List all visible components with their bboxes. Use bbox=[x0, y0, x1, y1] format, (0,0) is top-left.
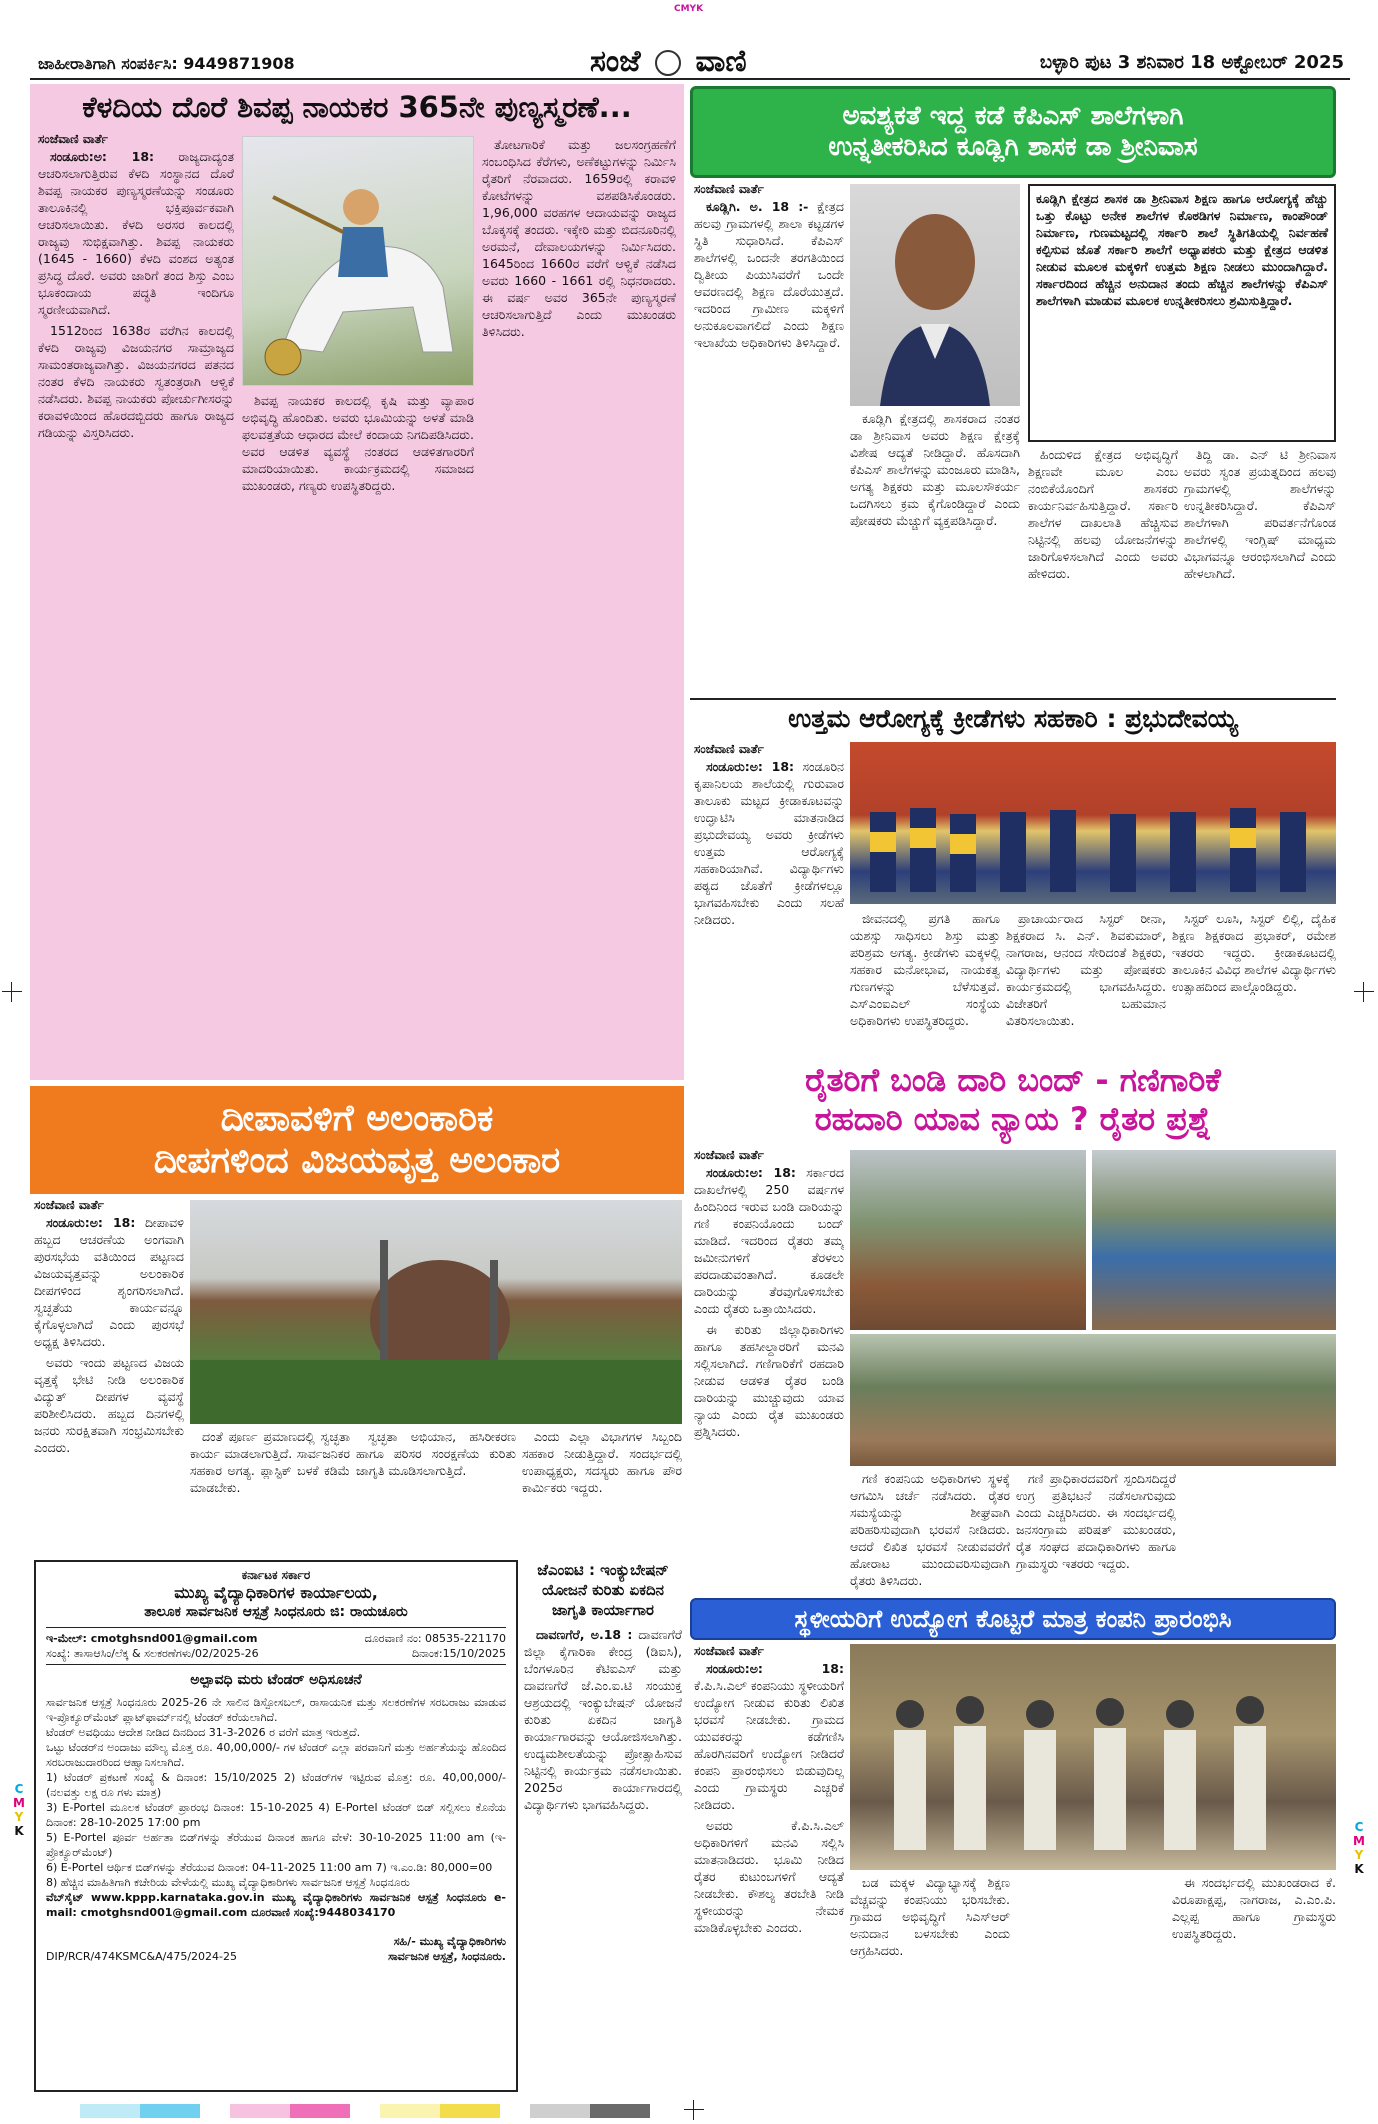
farmers-headline-banner bbox=[690, 1056, 1336, 1144]
tender-item-3: 5) E-Portel ಪೂರ್ವ ಅರ್ಹತಾ ಬಿಡ್‌ಗಳನ್ನು ತೆರೆಯುವ ದಿನಾಂಕ ಹಾಗೂ ವೇಳೆ: 30-10-2025 11:00 am (ಇ-ಪ್ರೊಕ್ಯೂರ್‌ಮೆಂಟ್) bbox=[46, 1831, 506, 1859]
tender-ref-row bbox=[46, 1646, 506, 1665]
edition-info: ಬಳ್ಳಾರಿ ಪುಟ 3 ಶನಿವಾರ 18 ಅಕ್ಟೋಬರ್ 2025 bbox=[1039, 52, 1344, 73]
registration-mark-bottom bbox=[684, 2100, 704, 2120]
sports-body-2: ಜೀವನದಲ್ಲಿ ಪ್ರಗತಿ ಹಾಗೂ ಯಶಸ್ಸು ಸಾಧಿಸಲು ಶಿಸ್ತು ಮತ್ತು ಪರಿಶ್ರಮ ಅಗತ್ಯ. ಕ್ರೀಡೆಗಳು ಮಕ್ಕಳಲ್ಲಿ ಸಹಕಾರ ಮನೋಭಾವ, ನಾಯಕತ್ವ ಗುಣಗಳನ್ನು ಬೆಳೆಸುತ್ತವೆ. ಎಸ್‌ಎಂಐಎಲ್ ಸಂಸ್ಥೆಯ ಅಧಿಕಾರಿಗಳು ಉಪಸ್ಥಿತರಿದ್ದರು. bbox=[850, 911, 1000, 1028]
jobs-column-1 bbox=[694, 1660, 844, 2096]
farmers-headline-line-2: ರಹದಾರಿ ಯಾವ ನ್ಯಾಯ ? ರೈತರ ಪ್ರಶ್ನೆ bbox=[814, 1100, 1212, 1138]
keladi-headline: ಕೆಳದಿಯ ದೊರೆ ಶಿವಪ್ಪ ನಾಯಕರ 365ನೇ ಪುಣ್ಯಸ್ಮರಣೆ... bbox=[82, 89, 632, 124]
kps-column-4 bbox=[1184, 446, 1336, 692]
incubation-headline: ಜೆಎಂಐಟಿ : ಇಂಕ್ಯುಬೇಷನ್ ಯೋಜನೆ ಕುರಿತು ಏಕದಿನ ಜಾಗೃತಿ ಕಾರ್ಯಾಗಾರ bbox=[537, 1561, 669, 1619]
sports-event-photo bbox=[850, 742, 1336, 904]
keladi-byline: ಸಂಜೆವಾಣಿ ವಾರ್ತೆ bbox=[38, 132, 108, 146]
vijaya-circle-photo bbox=[190, 1200, 682, 1424]
farmers-column-2 bbox=[850, 1470, 1010, 1592]
cmyk-left-k: K bbox=[14, 1824, 24, 1838]
deepavali-body-2: ಅವರು ಇಂದು ಪಟ್ಟಣದ ವಿಜಯ ವೃತ್ತಕ್ಕೆ ಭೇಟಿ ನೀಡಿ ಅಲಂಕಾರಿಕ ವಿದ್ಯುತ್ ದೀಪಗಳ ವ್ಯವಸ್ಥೆ ಪರಿಶೀಲಿಸಿದರು. ಹಬ್ಬದ ದಿನಗಳಲ್ಲಿ ಜನರು ಸುರಕ್ಷಿತವಾಗಿ ಸಂಭ್ರಮಿಸಬೇಕು ಎಂದರು. bbox=[34, 1355, 184, 1455]
deepavali-column-3 bbox=[356, 1428, 516, 1554]
sports-dateline: ಸಂಡೂರು:ಅ: 18: bbox=[706, 759, 795, 774]
registration-mark-right bbox=[1354, 982, 1374, 1002]
incubation-body: ದಾವಣಗೆರೆ ಜಿಲ್ಲಾ ಕೈಗಾರಿಕಾ ಕೇಂದ್ರ (ಡಿಐಸಿ), ಬೆಂಗಳೂರಿನ ಕೆಟಿಐಎಸ್ ಮತ್ತು ದಾವಣಗೆರೆ ಜೆ.ಎಂ.ಐ.ಟಿ ಸಂಯುಕ್ತ ಆಶ್ರಯದಲ್ಲಿ ಇಂಕ್ಯುಬೇಷನ್ ಯೋಜನೆ ಕುರಿತು ಏಕದಿನ ಜಾಗೃತಿ ಕಾರ್ಯಾಗಾರವನ್ನು ಆಯೋಜಿಸಲಾಗಿತ್ತು. ಉದ್ಯಮಶೀಲತೆಯನ್ನು ಪ್ರೋತ್ಸಾಹಿಸುವ ನಿಟ್ಟಿನಲ್ಲಿ ಕಾರ್ಯಕ್ರಮ ನಡೆಸಲಾಯಿತು. 2025ರ ಕಾರ್ಯಾಗಾರದಲ್ಲಿ ವಿದ್ಯಾರ್ಥಿಗಳು ಭಾಗವಹಿಸಿದ್ದರು. bbox=[524, 1627, 682, 1812]
deepavali-headline-banner bbox=[30, 1086, 684, 1194]
kps-body-1: ಕ್ಷೇತ್ರದ ಹಲವು ಗ್ರಾಮಗಳಲ್ಲಿ ಶಾಲಾ ಕಟ್ಟಡಗಳ ಸ್ಥಿತಿ ಸುಧಾರಿಸಿದೆ. ಕೆಪಿಎಸ್ ಶಾಲೆಗಳಲ್ಲಿ ಒಂದನೇ ತರಗತಿಯಿಂದ ದ್ವಿತೀಯ ಪಿಯುಸಿವರೆಗೆ ಒಂದೇ ಆವರಣದಲ್ಲಿ ಶಿಕ್ಷಣ ದೊರೆಯುತ್ತದೆ. ಇದರಿಂದ ಗ್ರಾಮೀಣ ಮಕ್ಕಳಿಗೆ ಅನುಕೂಲವಾಗಲಿದೆ ಎಂದು ಶಿಕ್ಷಣ ಇಲಾಖೆಯ ಅಧಿಕಾರಿಗಳು ತಿಳಿಸಿದ್ದಾರೆ. bbox=[694, 199, 844, 350]
jobs-body-3: ಬಡ ಮಕ್ಕಳ ವಿದ್ಯಾಭ್ಯಾಸಕ್ಕೆ ಶಿಕ್ಷಣ ವೆಚ್ಚವನ್ನು ಕಂಪನಿಯು ಭರಿಸಬೇಕು. ಗ್ರಾಮದ ಅಭಿವೃದ್ಧಿಗೆ ಸಿಎಸ್‌ಆರ್ ಅನುದಾನ ಬಳಸಬೇಕು ಎಂದು ಆಗ್ರಹಿಸಿದರು. bbox=[850, 1875, 1010, 1958]
deepavali-column-4 bbox=[522, 1428, 682, 1554]
cmyk-top-mark: CMYK bbox=[674, 4, 704, 14]
sports-column-2 bbox=[850, 910, 1000, 1054]
deepavali-body-4: ಸ್ವಚ್ಛತಾ ಅಭಿಯಾನ, ಹಸಿರೀಕರಣ ಹಾಗೂ ಪರಿಸರ ಸಂರಕ್ಷಣೆಯ ಕುರಿತು ಜಾಗೃತಿ ಮೂಡಿಸಲಾಗುತ್ತಿದೆ. bbox=[356, 1429, 516, 1478]
sports-byline: ಸಂಜೆವಾಣಿ ವಾರ್ತೆ bbox=[694, 742, 764, 756]
registration-mark-left bbox=[2, 982, 22, 1002]
farmers-headline-line-1: ರೈತರಿಗೆ ಬಂಡಿ ದಾರಿ ಬಂದ್ - ಗಣಿಗಾರಿಕೆ bbox=[805, 1061, 1221, 1099]
deepavali-column-2 bbox=[190, 1428, 350, 1554]
tender-notice bbox=[34, 1560, 518, 2092]
farmers-gate-photo bbox=[1092, 1150, 1336, 1330]
swatch-magenta-2 bbox=[290, 2104, 350, 2118]
deepavali-headline-line-2: ದೀಪಗಳಿಂದ ವಿಜಯವೃತ್ತ ಅಲಂಕಾರ bbox=[153, 1140, 561, 1181]
sports-body-3: ಪ್ರಾಚಾರ್ಯರಾದ ಸಿಸ್ಟರ್ ರೀನಾ, ಶಿಕ್ಷಕರಾದ ಸಿ. ಎನ್. ಶಿವಕುಮಾರ್, ನಾಗರಾಜ, ಆನಂದ ಸೇರಿದಂತೆ ಶಿಕ್ಷಕರು, ವಿದ್ಯಾರ್ಥಿಗಳು ಮತ್ತು ಪೋಷಕರು ಕಾರ್ಯಕ್ರಮದಲ್ಲಿ ಭಾಗವಹಿಸಿದ್ದರು. ವಿಜೇತರಿಗೆ ಬಹುಮಾನ ವಿತರಿಸಲಾಯಿತು. bbox=[1006, 911, 1166, 1028]
deepavali-body-3: ದಂತೆ ಪೂರ್ಣ ಪ್ರಮಾಣದಲ್ಲಿ ಸ್ವಚ್ಛತಾ ಕಾರ್ಯ ಮಾಡಲಾಗುತ್ತಿದೆ. ಸಾರ್ವಜನಿಕರ ಸಹಕಾರ ಅಗತ್ಯ. ಪ್ಲಾಸ್ಟಿಕ್ ಬಳಕೆ ಕಡಿಮೆ ಮಾಡಬೇಕು. bbox=[190, 1429, 350, 1495]
jobs-column-4 bbox=[1172, 1874, 1336, 2096]
kps-column-3 bbox=[1028, 446, 1178, 692]
farmers-column-1 bbox=[694, 1164, 844, 1532]
farmers-dateline: ಸಂಡೂರು:ಅ: 18: bbox=[706, 1165, 796, 1180]
keladi-dateline: ಸಂಡೂರು:ಅ: 18: bbox=[50, 149, 155, 164]
ad-contact: ಜಾಹೀರಾತಿಗಾಗಿ ಸಂಪರ್ಕಿಸಿ: 9449871908 bbox=[38, 54, 295, 73]
incubation-column bbox=[524, 1626, 682, 2046]
cmyk-right-k: K bbox=[1354, 1862, 1364, 1876]
tender-para-2: ಟೆಂಡರ್ ಅವಧಿಯು ಆದೇಶ ನೀಡಿದ ದಿನದಿಂದ 31-3-2026 ರ ವರೆಗೆ ಮಾತ್ರ ಇರುತ್ತದೆ. bbox=[46, 1726, 361, 1739]
tender-sign-2: ಸಾರ್ವಜನಿಕ ಆಸ್ಪತ್ರೆ, ಸಿಂಧನೂರು. bbox=[388, 1950, 506, 1963]
sports-column-3 bbox=[1006, 910, 1166, 1054]
logo-emblem-icon bbox=[655, 50, 681, 76]
kps-highlight-box bbox=[1028, 184, 1336, 442]
farmers-body-3: ಗಣಿ ಕಂಪನಿಯ ಅಧಿಕಾರಿಗಳು ಸ್ಥಳಕ್ಕೆ ಆಗಮಿಸಿ ಚರ್ಚೆ ನಡೆಸಿದರು. ರೈತರ ಸಮಸ್ಯೆಯನ್ನು ಶೀಘ್ರವಾಗಿ ಪರಿಹರಿಸುವುದಾಗಿ ಭರವಸೆ ನೀಡಿದರು. ಆದರೆ ಲಿಖಿತ ಭರವಸೆ ನೀಡುವವರೆಗೆ ಹೋರಾಟ ಮುಂದುವರಿಸುವುದಾಗಿ ರೈತರು ತಿಳಿಸಿದರು. bbox=[850, 1471, 1010, 1588]
deepavali-body-5: ಎಂದು ಎಲ್ಲಾ ವಿಭಾಗಗಳ ಸಿಬ್ಬಂದಿ ಸಹಕಾರ ನೀಡುತ್ತಿದ್ದಾರೆ. ಸಂದರ್ಭದಲ್ಲಿ ಉಪಾಧ್ಯಕ್ಷರು, ಸದಸ್ಯರು ಹಾಗೂ ಪೌರ ಕಾರ್ಮಿಕರು ಇದ್ದರು. bbox=[522, 1429, 682, 1495]
tender-item-4: 6) E-Portel ಆರ್ಥಿಕ ಬಿಡ್‌ಗಳನ್ನು ತೆರೆಯುವ ದಿನಾಂಕ: 04-11-2025 11:00 am 7) ಇ.ಎಂ.ಡಿ: 80,000=00 bbox=[46, 1861, 493, 1874]
sports-column-1 bbox=[694, 758, 844, 1054]
swatch-cyan-2 bbox=[140, 2104, 200, 2118]
kps-byline: ಸಂಜೆವಾಣಿ ವಾರ್ತೆ bbox=[694, 182, 764, 196]
tender-item-2: 3) E-Portel ಮೂಲಕ ಟೆಂಡರ್ ಪ್ರಾರಂಭ ದಿನಾಂಕ: 15-10-2025 4) E-Portel ಟೆಂಡರ್ ಬಿಡ್ ಸಲ್ಲಿಸಲು ಕೊನೆಯ ದಿನಾಂಕ: 28-10-2025 17:00 pm bbox=[46, 1801, 506, 1829]
tender-website: ವೆಬ್‌ಸೈಟ್ www.kppp.karnataka.gov.in ಮುಖ್ಯ ವೈದ್ಯಾಧಿಕಾರಿಗಳು ಸಾರ್ವಜನಿಕ ಆಸ್ಪತ್ರೆ ಸಿಂಧನೂರು e-mail: cmotghsnd001@gmail.com ದೂರವಾಣಿ ಸಂಖ್ಯೆ:9448034170 bbox=[46, 1891, 506, 1919]
keladi-column-1 bbox=[38, 148, 234, 1078]
tender-office-1: ಮುಖ್ಯ ವೈದ್ಯಾಧಿಕಾರಿಗಳ ಕಾರ್ಯಾಲಯ, bbox=[174, 1583, 378, 1602]
farmers-body-2: ಈ ಕುರಿತು ಜಿಲ್ಲಾಧಿಕಾರಿಗಳು ಹಾಗೂ ತಹಸೀಲ್ದಾರರಿಗೆ ಮನವಿ ಸಲ್ಲಿಸಲಾಗಿದೆ. ಗಣಿಗಾರಿಕೆಗೆ ರಹದಾರಿ ನೀಡುವ ಆಡಳಿತ ರೈತರ ಬಂಡಿ ದಾರಿಯನ್ನು ಮುಚ್ಚುವುದು ಯಾವ ನ್ಯಾಯ ಎಂದು ರೈತ ಮುಖಂಡರು ಪ್ರಶ್ನಿಸಿದರು. bbox=[694, 1322, 844, 1439]
tender-contact-row bbox=[46, 1627, 506, 1646]
shivappa-nayaka-illustration bbox=[242, 136, 474, 386]
jobs-byline: ಸಂಜೆವಾಣಿ ವಾರ್ತೆ bbox=[694, 1644, 764, 1658]
tender-signature bbox=[388, 1934, 506, 1964]
cmyk-left-m: M bbox=[13, 1796, 25, 1810]
jobs-body-1: ಕೆ.ಪಿ.ಸಿ.ಎಲ್ ಕಂಪನಿಯು ಸ್ಥಳೀಯರಿಗೆ ಉದ್ಯೋಗ ನೀಡುವ ಕುರಿತು ಲಿಖಿತ ಭರವಸೆ ನೀಡಬೇಕು. ಗ್ರಾಮದ ಯುವಕರನ್ನು ಕಡೆಗಣಿಸಿ ಹೊರಗಿನವರಿಗೆ ಉದ್ಯೋಗ ನೀಡಿದರೆ ಕಂಪನಿ ಪ್ರಾರಂಭಿಸಲು ಬಿಡುವುದಿಲ್ಲ ಎಂದು ಗ್ರಾಮಸ್ಥರು ಎಚ್ಚರಿಕೆ ನೀಡಿದರು. bbox=[694, 1678, 844, 1812]
sports-body-4: ಸಿಸ್ಟರ್ ಲೂಸಿ, ಸಿಸ್ಟರ್ ಲಿಲ್ಲಿ, ದೈಹಿಕ ಶಿಕ್ಷಣ ಶಿಕ್ಷಕರಾದ ಪ್ರಭಾಕರ್, ರಮೇಶ ಇತರರು ಇದ್ದರು. ಕ್ರೀಡಾಕೂಟದಲ್ಲಿ ತಾಲೂಕಿನ ವಿವಿಧ ಶಾಲೆಗಳ ವಿದ್ಯಾರ್ಥಿಗಳು ಉತ್ಸಾಹದಿಂದ ಪಾಲ್ಗೊಂಡಿದ್ದರು. bbox=[1172, 911, 1336, 994]
deepavali-body-1: ದೀಪಾವಳಿ ಹಬ್ಬದ ಆಚರಣೆಯ ಅಂಗವಾಗಿ ಪುರಸಭೆಯ ವತಿಯಿಂದ ಪಟ್ಟಣದ ವಿಜಯವೃತ್ತವನ್ನು ಅಲಂಕಾರಿಕ ದೀಪಗಳಿಂದ ಶೃಂಗರಿಸಲಾಗಿದೆ. ಸ್ವಚ್ಛತೆಯ ಕಾರ್ಯವನ್ನೂ ಕೈಗೊಳ್ಳಲಾಗಿದೆ ಎಂದು ಪುರಸಭೆ ಅಧ್ಯಕ್ಷ ತಿಳಿಸಿದರು. bbox=[34, 1215, 184, 1349]
tender-item-5: 8) ಹೆಚ್ಚಿನ ಮಾಹಿತಿಗಾಗಿ ಕಚೇರಿಯ ವೇಳೆಯಲ್ಲಿ ಮುಖ್ಯ ವೈದ್ಯಾಧಿಕಾರಿಗಳು ಸಾರ್ವಜನಿಕ ಆಸ್ಪತ್ರೆ ಸಿಂಧನೂರು bbox=[46, 1876, 410, 1889]
article-keladi bbox=[30, 84, 684, 1080]
farmers-crowd-photo bbox=[850, 1334, 1336, 1466]
tender-office-2: ತಾಲೂಕ ಸಾರ್ವಜನಿಕ ಆಸ್ಪತ್ರೆ ಸಿಂಧನೂರು ಜಿ: ರಾಯಚೂರು bbox=[144, 1604, 408, 1620]
farmers-body-1: ಸರ್ಕಾರದ ದಾಖಲೆಗಳಲ್ಲಿ 250 ವರ್ಷಗಳ ಹಿಂದಿನಿಂದ ಇರುವ ಬಂಡಿ ದಾರಿಯನ್ನು ಗಣಿ ಕಂಪನಿಯೊಂದು ಬಂದ್ ಮಾಡಿದೆ. ಇದರಿಂದ ರೈತರು ತಮ್ಮ ಜಮೀನುಗಳಿಗೆ ತೆರಳಲು ಪರದಾಡುವಂತಾಗಿದೆ. ಕೂಡಲೇ ದಾರಿಯನ್ನು ತೆರವುಗೊಳಿಸಬೇಕು ಎಂದು ರೈತರು ಒತ್ತಾಯಿಸಿದರು. bbox=[694, 1165, 844, 1316]
tender-para-1: ಸಾರ್ವಜನಿಕ ಆಸ್ಪತ್ರೆ ಸಿಂಧನೂರು 2025-26 ನೇ ಸಾಲಿನ ಡಿಸ್ಪೋಸಬಲ್, ರಾಸಾಯನಿಕ ಮತ್ತು ಸಲಕರಣೆಗಳ ಸರಬರಾಜು ಮಾಡುವ ಇ-ಪ್ರೊಕ್ಯೂರ್‌ಮೆಂಟ್ ಪ್ಲಾಟ್‌ಫಾರ್ಮ್‌ನಲ್ಲಿ ಟೆಂಡರ್ ಕರೆಯಲಾಗಿದೆ. bbox=[46, 1696, 506, 1724]
swatch-black-1 bbox=[530, 2104, 590, 2118]
cmyk-left-strip bbox=[12, 1782, 26, 1838]
article-incubation bbox=[524, 1560, 682, 2092]
jobs-dateline: ಸಂಡೂರು:ಅ: 18: bbox=[706, 1661, 844, 1676]
tender-ref-date: ದಿನಾಂಕ:15/10/2025 bbox=[411, 1647, 506, 1660]
swatch-magenta-1 bbox=[230, 2104, 290, 2118]
jobs-headline-banner: ಸ್ಥಳೀಯರಿಗೆ ಉದ್ಯೋಗ ಕೊಟ್ಟರೆ ಮಾತ್ರ ಕಂಪನಿ ಪ್ರಾರಂಭಿಸಿ bbox=[690, 1598, 1336, 1640]
jobs-body-4: ಈ ಸಂದರ್ಭದಲ್ಲಿ ಮುಖಂಡರಾದ ಕೆ. ವಿರೂಪಾಕ್ಷಪ್ಪ, ನಾಗರಾಜ, ಎ.ಎಂ.ಪಿ. ಎಲ್ಲಪ್ಪ ಹಾಗೂ ಗ್ರಾಮಸ್ಥರು ಉಪಸ್ಥಿತರಿದ್ದರು. bbox=[1172, 1875, 1336, 1941]
cmyk-right-y: Y bbox=[1354, 1848, 1364, 1862]
kps-headline-line-2: ಉನ್ನತೀಕರಿಸಿದ ಕೂಡ್ಲಿಗಿ ಶಾಸಕ ಡಾ ಶ್ರೀನಿವಾಸ bbox=[828, 132, 1198, 162]
deepavali-headline-line-1: ದೀಪಾವಳಿಗೆ ಅಲಂಕಾರಿಕ bbox=[220, 1098, 494, 1139]
keladi-body-2: 1512ರಿಂದ 1638ರ ವರೆಗಿನ ಕಾಲದಲ್ಲಿ ಕೆಳದಿ ರಾಜ್ಯವು ವಿಜಯನಗರ ಸಾಮ್ರಾಜ್ಯದ ಸಾಮಂತರಾಜ್ಯವಾಗಿತ್ತು. ವಿಜಯನಗರದ ಪತನದ ನಂತರ ಕೆಳದಿ ನಾಯಕರು ಸ್ವತಂತ್ರರಾಗಿ ಆಳ್ವಿಕೆ ನಡೆಸಿದರು. ಶಿವಪ್ಪ ನಾಯಕರು ಪೋರ್ಚುಗೀಸರನ್ನು ಕರಾವಳಿಯಿಂದ ಹೊರದಬ್ಬಿದರು ಹಾಗೂ ರಾಜ್ಯದ ಗಡಿಯನ್ನು ವಿಸ್ತರಿಸಿದರು. bbox=[38, 323, 234, 440]
jobs-column-2 bbox=[850, 1874, 1010, 2096]
kps-dateline: ಕೂಡ್ಲಿಗಿ. ಅ. 18 :- bbox=[706, 199, 809, 214]
cmyk-left-c: C bbox=[14, 1782, 24, 1796]
farmers-body-4: ಗಣಿ ಪ್ರಾಧಿಕಾರದವರಿಗೆ ಸ್ಪಂದಿಸದಿದ್ದರೆ ಉಗ್ರ ಪ್ರತಿಭಟನೆ ನಡೆಸಲಾಗುವುದು ಎಂದು ಎಚ್ಚರಿಸಿದರು. ಈ ಸಂದರ್ಭದಲ್ಲಿ ಜನಸಂಗ್ರಾಮ ಪರಿಷತ್ ಮುಖಂಡರು, ರೈತ ಸಂಘದ ಪದಾಧಿಕಾರಿಗಳು ಹಾಗೂ ಗ್ರಾಮಸ್ಥರು ಇತರರು ಇದ್ದರು. bbox=[1016, 1471, 1176, 1571]
logo-right-word: ವಾಣಿ bbox=[695, 44, 747, 79]
kps-body-4: ತಿದ್ದಿ ಡಾ. ಎನ್ ಟಿ ಶ್ರೀನಿವಾಸ ಅವರು ಸ್ವಂತ ಪ್ರಯತ್ನದಿಂದ ಹಲವು ಗ್ರಾಮಗಳಲ್ಲಿ ಶಾಲೆಗಳನ್ನು ಉನ್ನತೀಕರಿಸಿದ್ದಾರೆ. ಕೆಪಿಎಸ್ ಶಾಲೆಗಳಾಗಿ ಪರಿವರ್ತನೆಗೊಂಡ ಶಾಲೆಗಳಲ್ಲಿ ಇಂಗ್ಲಿಷ್ ಮಾಧ್ಯಮ ವಿಭಾಗವನ್ನೂ ಆರಂಭಿಸಲಾಗಿದೆ ಎಂದು ಹೇಳಲಾಗಿದೆ. bbox=[1184, 447, 1336, 581]
tender-dip-no: DIP/RCR/474KSMC&A/475/2024-25 bbox=[46, 1950, 238, 1963]
swatch-yellow-2 bbox=[440, 2104, 500, 2118]
kps-headline-line-1: ಅವಶ್ಯಕತೆ ಇದ್ದ ಕಡೆ ಕೆಪಿಎಸ್ ಶಾಲೆಗಳಾಗಿ bbox=[842, 101, 1184, 131]
keladi-column-3 bbox=[482, 136, 676, 1078]
kps-body-3: ಹಿಂದುಳಿದ ಕ್ಷೇತ್ರದ ಅಭಿವೃದ್ಧಿಗೆ ಶಿಕ್ಷಣವೇ ಮೂಲ ಎಂಬ ನಂಬಿಕೆಯೊಂದಿಗೆ ಶಾಸಕರು ಕಾರ್ಯನಿರ್ವಹಿಸುತ್ತಿದ್ದಾರೆ. ಸರ್ಕಾರಿ ಶಾಲೆಗಳ ದಾಖಲಾತಿ ಹೆಚ್ಚಿಸುವ ನಿಟ್ಟಿನಲ್ಲಿ ಹಲವು ಯೋಜನೆಗಳನ್ನು ಜಾರಿಗೊಳಿಸಲಾಗಿದೆ ಎಂದು ಅವರು ಹೇಳಿದರು. bbox=[1028, 447, 1178, 581]
tender-notice-title: ಅಲ್ಪಾವಧಿ ಮರು ಟೆಂಡರ್ ಅಧಿಸೂಚನೆ bbox=[190, 1672, 362, 1688]
tender-item-1: 1) ಟೆಂಡರ್ ಪ್ರಕಟಣೆ ಸಂಖ್ಯೆ & ದಿನಾಂಕ: 15/10/2025 2) ಟೆಂಡರ್‌ಗಳ ಇಟ್ಟಿರುವ ಮೊತ್ತ: ರೂ. 40,00,000/- (ನಲವತ್ತು ಲಕ್ಷ ರೂ ಗಳು ಮಾತ್ರ) bbox=[46, 1771, 506, 1799]
cmyk-left-y: Y bbox=[14, 1810, 24, 1824]
masthead-bar bbox=[30, 44, 1350, 80]
cmyk-right-m: M bbox=[1353, 1834, 1365, 1848]
deepavali-byline: ಸಂಜೆವಾಣಿ ವಾರ್ತೆ bbox=[34, 1198, 104, 1212]
keladi-body-4: ತೋಟಗಾರಿಕೆ ಮತ್ತು ಜಲಸಂಗ್ರಹಣೆಗೆ ಸಂಬಂಧಿಸಿದ ಕೆರೆಗಳು, ಅಣೆಕಟ್ಟುಗಳನ್ನು ನಿರ್ಮಿಸಿ ರೈತರಿಗೆ ನೆರವಾದರು. 1659ರಲ್ಲಿ ಕರಾವಳಿ ಕೋಟೆಗಳನ್ನು ವಶಪಡಿಸಿಕೊಂಡರು. 1,96,000 ವರಹಗಳ ಆದಾಯವನ್ನು ರಾಜ್ಯದ ಬೊಕ್ಕಸಕ್ಕೆ ತಂದರು. ಇಕ್ಕೇರಿ ಮತ್ತು ಬಿದನೂರಿನಲ್ಲಿ ಅರಮನೆ, ದೇವಾಲಯಗಳನ್ನು ನಿರ್ಮಿಸಿದರು. 1645ರಿಂದ 1660ರ ವರೆಗೆ ಆಳ್ವಿಕೆ ನಡೆಸಿದ ಅವರು 1660 - 1661 ರಲ್ಲಿ ನಿಧನರಾದರು. ಈ ವರ್ಷ ಅವರ 365ನೇ ಪುಣ್ಯಸ್ಮರಣೆ ಆಚರಿಸಲಾಗುತ್ತಿದೆ ಎಂದು ಮುಖಂಡರು ತಿಳಿಸಿದರು. bbox=[482, 137, 676, 339]
mla-portrait-photo bbox=[850, 184, 1020, 406]
farmers-byline: ಸಂಜೆವಾಣಿ ವಾರ್ತೆ bbox=[694, 1148, 764, 1162]
jobs-column-3 bbox=[1016, 1874, 1166, 2096]
sports-column-4 bbox=[1172, 910, 1336, 1054]
swatch-black-2 bbox=[590, 2104, 650, 2118]
tender-ref-no: ಸಂಖ್ಯೆ: ತಾಸಾಆಸಿಂ/ಲೆಕ್ಕ & ಸಲಕರಣೆಗಳು/02/2025-26 bbox=[46, 1647, 259, 1660]
keladi-body-1: ರಾಜ್ಯದಾದ್ಯಂತ ಆಚರಿಸಲಾಗುತ್ತಿರುವ ಕೆಳದಿ ಸಂಸ್ಥಾನದ ದೊರೆ ಶಿವಪ್ಪ ನಾಯಕರ ಪುಣ್ಯಸ್ಮರಣೆಯನ್ನು ಸಂಡೂರು ತಾಲೂಕಿನಲ್ಲಿ ಭಕ್ತಿಪೂರ್ವಕವಾಗಿ ಆಚರಿಸಲಾಯಿತು. ಕೆಳದಿ ಅರಸರ ಕಾಲದಲ್ಲಿ ರಾಜ್ಯವು ಸುಭಿಕ್ಷವಾಗಿತ್ತು. ಶಿವಪ್ಪ ನಾಯಕರು (1645 - 1660) ಕೆಳದಿ ವಂಶದ ಅತ್ಯಂತ ಪ್ರಸಿದ್ಧ ದೊರೆ. ಅವರು ಜಾರಿಗೆ ತಂದ ಶಿಸ್ತು ಎಂಬ ಭೂಕಂದಾಯ ಪದ್ಧತಿ ಇಂದಿಗೂ ಸ್ಮರಣೀಯವಾಗಿದೆ. bbox=[38, 149, 234, 317]
kps-column-2 bbox=[850, 410, 1020, 692]
kps-body-2: ಕೂಡ್ಲಿಗಿ ಕ್ಷೇತ್ರದಲ್ಲಿ ಶಾಸಕರಾದ ನಂತರ ಡಾ ಶ್ರೀನಿವಾಸ ಅವರು ಶಿಕ್ಷಣ ಕ್ಷೇತ್ರಕ್ಕೆ ವಿಶೇಷ ಆದ್ಯತೆ ನೀಡಿದ್ದಾರೆ. ಹೊಸದಾಗಿ ಕೆಪಿಎಸ್ ಶಾಲೆಗಳನ್ನು ಮಂಜೂರು ಮಾಡಿಸಿ, ಅಗತ್ಯ ಶಿಕ್ಷಕರು ಮತ್ತು ಮೂಲಸೌಕರ್ಯ ಒದಗಿಸಲು ಕ್ರಮ ಕೈಗೊಂಡಿದ್ದಾರೆ ಎಂದು ಪೋಷಕರು ಮೆಚ್ಚುಗೆ ವ್ಯಕ್ತಪಡಿಸಿದ್ದಾರೆ. bbox=[850, 411, 1020, 528]
color-calibration-bar bbox=[80, 2104, 680, 2118]
kps-column-1 bbox=[694, 198, 844, 442]
keladi-column-2 bbox=[242, 392, 474, 1078]
tender-sign-1: ಸಹಿ/- ಮುಖ್ಯ ವೈದ್ಯಾಧಿಕಾರಿಗಳು bbox=[393, 1935, 506, 1948]
deepavali-dateline: ಸಂಡೂರು:ಅ: 18: bbox=[46, 1215, 136, 1230]
tender-email: ಇ-ಮೇಲ್: cmotghsnd001@gmail.com bbox=[46, 1632, 258, 1645]
jobs-body-2: ಅವರು ಕೆ.ಪಿ.ಸಿ.ಎಲ್ ಅಧಿಕಾರಿಗಳಿಗೆ ಮನವಿ ಸಲ್ಲಿಸಿ ಮಾತನಾಡಿದರು. ಭೂಮಿ ನೀಡಿದ ರೈತರ ಕುಟುಂಬಗಳಿಗೆ ಆದ್ಯತೆ ನೀಡಬೇಕು. ಕೌಶಲ್ಯ ತರಬೇತಿ ನೀಡಿ ಸ್ಥಳೀಯರನ್ನು ನೇಮಕ ಮಾಡಿಕೊಳ್ಳಬೇಕು ಎಂದರು. bbox=[694, 1818, 844, 1935]
logo-left-word: ಸಂಜೆ bbox=[590, 44, 641, 79]
tender-govt: ಕರ್ನಾಟಕ ಸರ್ಕಾರ bbox=[241, 1568, 311, 1582]
keladi-body-3: ಶಿವಪ್ಪ ನಾಯಕರ ಕಾಲದಲ್ಲಿ ಕೃಷಿ ಮತ್ತು ವ್ಯಾಪಾರ ಅಭಿವೃದ್ಧಿ ಹೊಂದಿತು. ಅವರು ಭೂಮಿಯನ್ನು ಅಳತೆ ಮಾಡಿ ಫಲವತ್ತತೆಯ ಆಧಾರದ ಮೇಲೆ ಕಂದಾಯ ನಿಗದಿಪಡಿಸಿದರು. ಅವರ ಆಡಳಿತ ವ್ಯವಸ್ಥೆ ನಂತರದ ಆಡಳಿತಗಾರರಿಗೆ ಮಾದರಿಯಾಯಿತು. ಕಾರ್ಯಕ್ರಮದಲ್ಲಿ ಸಮಾಜದ ಮುಖಂಡರು, ಗಣ್ಯರು ಉಪಸ್ಥಿತರಿದ್ದರು. bbox=[242, 393, 474, 493]
farmers-road-photo-1 bbox=[850, 1150, 1086, 1330]
tender-footer bbox=[46, 1934, 506, 1964]
sports-body-1: ಸಂಡೂರಿನ ಕೃಪಾನಿಲಯ ಶಾಲೆಯಲ್ಲಿ ಗುರುವಾರ ತಾಲೂಕು ಮಟ್ಟದ ಕ್ರೀಡಾಕೂಟವನ್ನು ಉದ್ಘಾಟಿಸಿ ಮಾತನಾಡಿದ ಪ್ರಭುದೇವಯ್ಯ ಅವರು ಕ್ರೀಡೆಗಳು ಉತ್ತಮ ಆರೋಗ್ಯಕ್ಕೆ ಸಹಕಾರಿಯಾಗಿವೆ. ವಿದ್ಯಾರ್ಥಿಗಳು ಪಠ್ಯದ ಜೊತೆಗೆ ಕ್ರೀಡೆಗಳಲ್ಲೂ ಭಾಗವಹಿಸಬೇಕು ಎಂದು ಸಲಹೆ ನೀಡಿದರು. bbox=[694, 759, 844, 927]
swatch-cyan-1 bbox=[80, 2104, 140, 2118]
cmyk-right-c: C bbox=[1354, 1820, 1364, 1834]
sports-headline: ಉತ್ತಮ ಆರೋಗ್ಯಕ್ಕೆ ಕ್ರೀಡೆಗಳು ಸಹಕಾರಿ : ಪ್ರಭುದೇವಯ್ಯ bbox=[690, 698, 1336, 738]
kps-headline-banner bbox=[690, 86, 1336, 178]
tender-phone: ದೂರವಾಣಿ ನಂ: 08535-221170 bbox=[364, 1632, 506, 1645]
farmers-column-3 bbox=[1016, 1470, 1176, 1592]
incubation-dateline: ದಾವಣಗೆರೆ, ಅ.18 : bbox=[536, 1627, 633, 1642]
jobs-villagers-photo bbox=[850, 1644, 1336, 1870]
swatch-yellow-1 bbox=[380, 2104, 440, 2118]
tender-para-3: ಒಟ್ಟು ಟೆಂಡರ್‌ನ ಅಂದಾಜು ಮೌಲ್ಯ ಮೊತ್ತ ರೂ. 40,00,000/- ಗಳ ಟೆಂಡರ್ ಎಲ್ಲಾ ಪರವಾನಿಗೆ ಮತ್ತು ಅರ್ಹತೆಯನ್ನು ಹೊಂದಿದ ಸರಬರಾಜುದಾರರಿಂದ ಆಹ್ವಾನಿಸಲಾಗಿದೆ. bbox=[46, 1741, 506, 1769]
kps-box-text: ಕೂಡ್ಲಿಗಿ ಕ್ಷೇತ್ರದ ಶಾಸಕ ಡಾ ಶ್ರೀನಿವಾಸ ಶಿಕ್ಷಣ ಹಾಗೂ ಆರೋಗ್ಯಕ್ಕೆ ಹೆಚ್ಚು ಒತ್ತು ಕೊಟ್ಟು ಅನೇಕ ಶಾಲೆಗಳ ಕೊಠಡಿಗಳ ನಿರ್ಮಾಣ, ಕಾಂಪೌಂಡ್ ನಿರ್ಮಾಣ, ಗುಣಮಟ್ಟದಲ್ಲಿ ಸರ್ಕಾರಿ ಶಾಲೆ ಸ್ಥಿತಿಗತಿಯಲ್ಲಿ ನಿರ್ವಹಣೆ ಕಲ್ಪಿಸುವ ಜೊತೆ ಸರ್ಕಾರಿ ಶಾಲೆಗೆ ಅಧ್ಯಾಪಕರು ಮತ್ತು ಕ್ಷೇತ್ರದ ಆಡಳಿತ ನೀಡುವ ಮೂಲಕ ಮಕ್ಕಳಿಗೆ ಉತ್ತಮ ಶಿಕ್ಷಣ ನೀಡಲು ಮುಂದಾಗಿದ್ದಾರೆ. ಸರ್ಕಾರದಿಂದ ಹೆಚ್ಚಿನ ಅನುದಾನ ತಂದು ಹೆಚ್ಚಿನ ಶಾಲೆಗಳನ್ನು ಕೆಪಿಎಸ್ ಶಾಲೆಗಳಾಗಿ ಮಾಡುವ ಮೂಲಕ ಉನ್ನತೀಕರಿಸಲು ಶ್ರಮಿಸುತ್ತಿದ್ದಾರೆ. bbox=[1036, 191, 1328, 308]
cmyk-right-strip bbox=[1352, 1820, 1366, 1876]
deepavali-column-1 bbox=[34, 1214, 184, 1554]
paper-logo bbox=[590, 44, 747, 79]
